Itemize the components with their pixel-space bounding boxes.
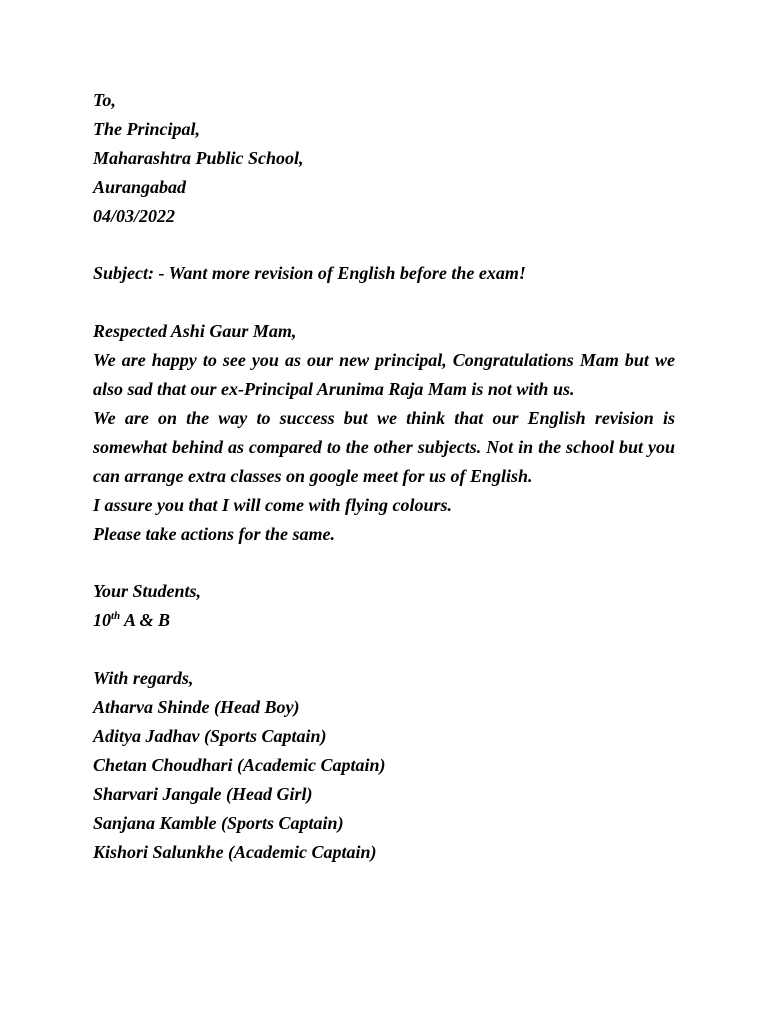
recipient-line: The Principal, xyxy=(93,118,200,139)
class-suffix: th xyxy=(111,610,121,623)
sender-block xyxy=(93,577,675,635)
salutation-line: Respected Ashi Gaur Mam, xyxy=(93,321,297,342)
signatory: Sanjana Kamble (Sports Captain) xyxy=(93,812,344,833)
sender-label: Your Students, xyxy=(93,581,202,602)
class-line xyxy=(93,606,675,635)
class-number: 10 xyxy=(93,610,111,631)
body-line-4: Please take actions for the same. xyxy=(93,523,335,544)
letter-body xyxy=(93,346,675,548)
school-line: Maharashtra Public School, xyxy=(93,147,304,168)
class-sections: A & B xyxy=(120,610,171,631)
closing-line: With regards, xyxy=(93,668,194,689)
city-line: Aurangabad xyxy=(93,176,187,197)
spacer xyxy=(93,548,675,577)
body-paragraph-2: We are on the way to success but we think that our English revision is somewhat behind as compared to the other subjects. Not in the school but you can arrange extra classes on google meet for us of English. xyxy=(93,407,675,486)
signatory: Aditya Jadhav (Sports Captain) xyxy=(93,725,327,746)
letter-page xyxy=(93,86,675,866)
subject-line: Subject: - Want more revision of English before the exam! xyxy=(93,263,526,284)
body-line-3: I assure you that I will come with flying colours. xyxy=(93,494,453,515)
spacer xyxy=(93,231,675,260)
signatory: Sharvari Jangale (Head Girl) xyxy=(93,783,313,804)
signatory: Atharva Shinde (Head Boy) xyxy=(93,696,300,717)
spacer xyxy=(93,288,675,317)
body-paragraph-1: We are happy to see you as our new principal, Congratulations Mam but we also sad that our ex-Principal Arunima Raja Mam is not with us. xyxy=(93,350,675,400)
date-line: 04/03/2022 xyxy=(93,205,176,226)
address-block xyxy=(93,86,675,231)
to-line: To, xyxy=(93,90,116,110)
spacer xyxy=(93,635,675,664)
signatory: Kishori Salunkhe (Academic Captain) xyxy=(93,841,377,862)
closing-block xyxy=(93,664,675,866)
signatory: Chetan Choudhari (Academic Captain) xyxy=(93,754,386,775)
